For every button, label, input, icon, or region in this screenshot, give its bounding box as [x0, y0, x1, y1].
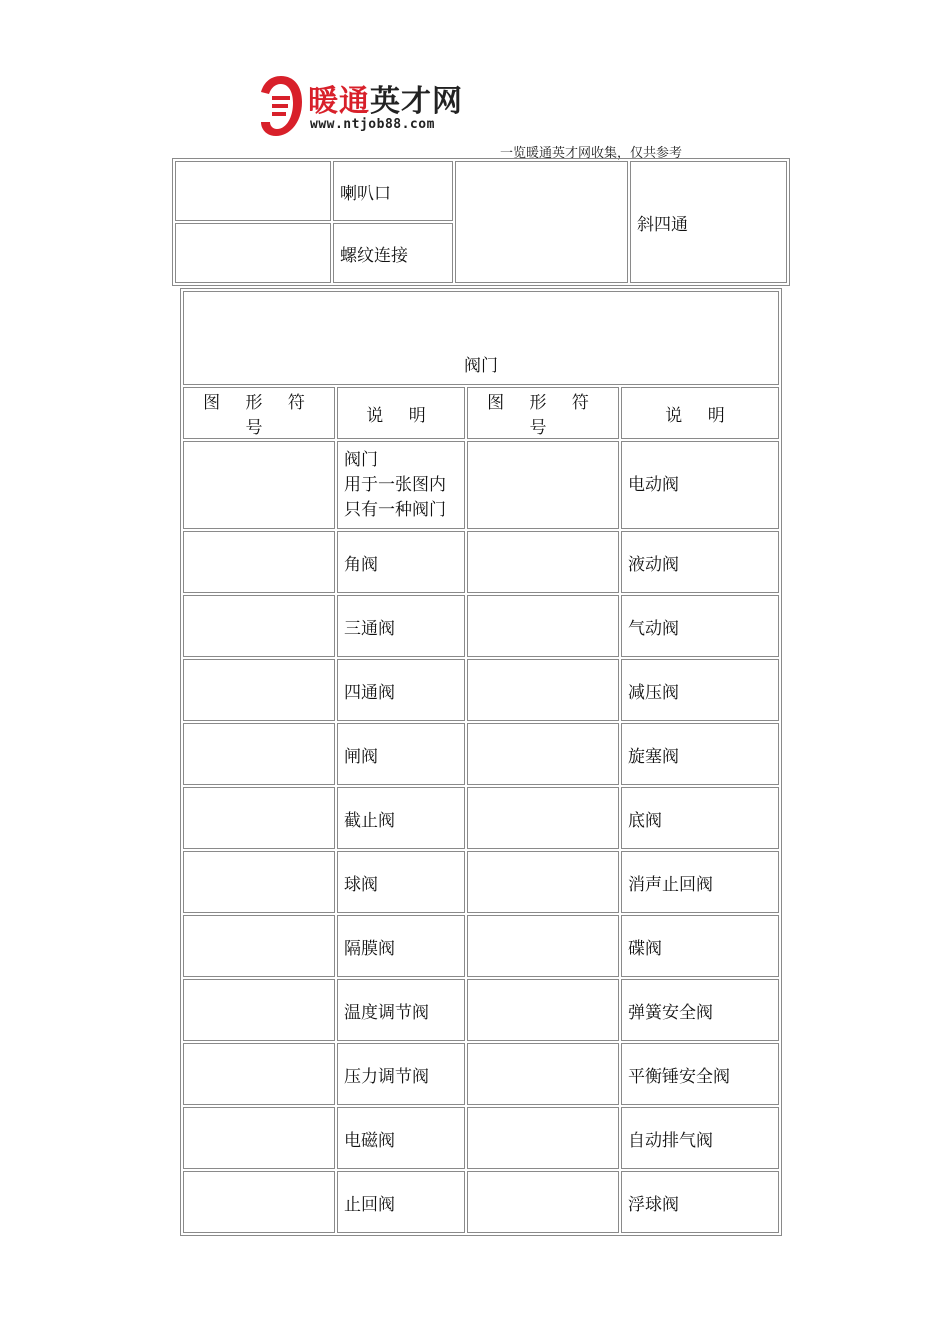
- table-row: [183, 659, 779, 721]
- symbol-cell: [183, 851, 335, 913]
- symbol-cell: [467, 787, 619, 849]
- fitting-label: 斜四通: [630, 161, 787, 283]
- valve-description: 平衡锤安全阀: [621, 1043, 779, 1105]
- symbol-cell: [183, 1107, 335, 1169]
- symbol-cell: [467, 915, 619, 977]
- valve-description: 三通阀: [337, 595, 465, 657]
- valve-description: 旋塞阀: [621, 723, 779, 785]
- valve-description: 止回阀: [337, 1171, 465, 1233]
- symbol-cell: [183, 659, 335, 721]
- symbol-cell: [455, 161, 628, 283]
- valve-description: 压力调节阀: [337, 1043, 465, 1105]
- logo-name: [308, 76, 463, 120]
- column-header: 图 形 符 号: [467, 387, 619, 439]
- symbol-cell: [183, 441, 335, 529]
- symbol-cell: [183, 787, 335, 849]
- column-header: 说 明: [621, 387, 779, 439]
- valve-description: 隔膜阀: [337, 915, 465, 977]
- logo-url: www.ntjob88.com: [310, 117, 435, 132]
- logo-name-red: 暖通: [308, 84, 370, 119]
- symbol-cell: [467, 441, 619, 529]
- table-row: [183, 787, 779, 849]
- symbol-cell: [467, 979, 619, 1041]
- logo-name-dark: 英才网: [370, 84, 463, 119]
- site-logo: [258, 72, 488, 142]
- valve-description: 底阀: [621, 787, 779, 849]
- symbol-cell: [183, 1171, 335, 1233]
- valve-description: 液动阀: [621, 531, 779, 593]
- table-row: [183, 531, 779, 593]
- symbol-cell: [183, 531, 335, 593]
- symbol-cell: [183, 595, 335, 657]
- valve-description: 闸阀: [337, 723, 465, 785]
- table-row: [183, 851, 779, 913]
- symbol-cell: [183, 1043, 335, 1105]
- valve-description: 温度调节阀: [337, 979, 465, 1041]
- symbol-cell: [467, 1171, 619, 1233]
- symbol-cell: [467, 851, 619, 913]
- table-row: [183, 595, 779, 657]
- table-row: [183, 979, 779, 1041]
- valve-description: 截止阀: [337, 787, 465, 849]
- table-row: [183, 915, 779, 977]
- table-row: [183, 1107, 779, 1169]
- valve-description: 浮球阀: [621, 1171, 779, 1233]
- fitting-label: 螺纹连接: [333, 223, 453, 283]
- symbol-cell: [175, 161, 331, 221]
- symbol-cell: [467, 659, 619, 721]
- symbol-cell: [183, 723, 335, 785]
- valve-description: 减压阀: [621, 659, 779, 721]
- column-header: 说 明: [337, 387, 465, 439]
- table-row: [183, 723, 779, 785]
- symbol-cell: [183, 915, 335, 977]
- column-header: 图 形 符 号: [183, 387, 335, 439]
- symbol-cell: [467, 595, 619, 657]
- valve-description: 电动阀: [621, 441, 779, 529]
- valve-description: [337, 441, 465, 529]
- symbol-cell: [175, 223, 331, 283]
- valve-description-line: 只有一种阀门: [344, 499, 446, 520]
- table-row: [183, 1043, 779, 1105]
- valves-title: 阀门: [183, 291, 779, 385]
- symbol-cell: [467, 1107, 619, 1169]
- symbol-cell: [467, 1043, 619, 1105]
- fittings-table: [172, 158, 790, 286]
- valve-description: 气动阀: [621, 595, 779, 657]
- valve-description: 球阀: [337, 851, 465, 913]
- fitting-label: 喇叭口: [333, 161, 453, 221]
- symbol-cell: [467, 531, 619, 593]
- valve-description: 电磁阀: [337, 1107, 465, 1169]
- valves-table: [180, 288, 782, 1236]
- valve-description: 碟阀: [621, 915, 779, 977]
- table-row: [183, 441, 779, 529]
- symbol-cell: [183, 979, 335, 1041]
- valve-description-line: 阀门: [344, 449, 378, 470]
- symbol-cell: [467, 723, 619, 785]
- logo-mark-icon: [258, 72, 304, 140]
- valve-description: 消声止回阀: [621, 851, 779, 913]
- source-note: 一览暖通英才网收集，仅共参考: [500, 146, 683, 161]
- valve-description: 四通阀: [337, 659, 465, 721]
- table-row: [183, 1171, 779, 1233]
- valve-description: 角阀: [337, 531, 465, 593]
- valve-description: 自动排气阀: [621, 1107, 779, 1169]
- valve-description: 弹簧安全阀: [621, 979, 779, 1041]
- valve-description-line: 用于一张图内: [344, 474, 446, 495]
